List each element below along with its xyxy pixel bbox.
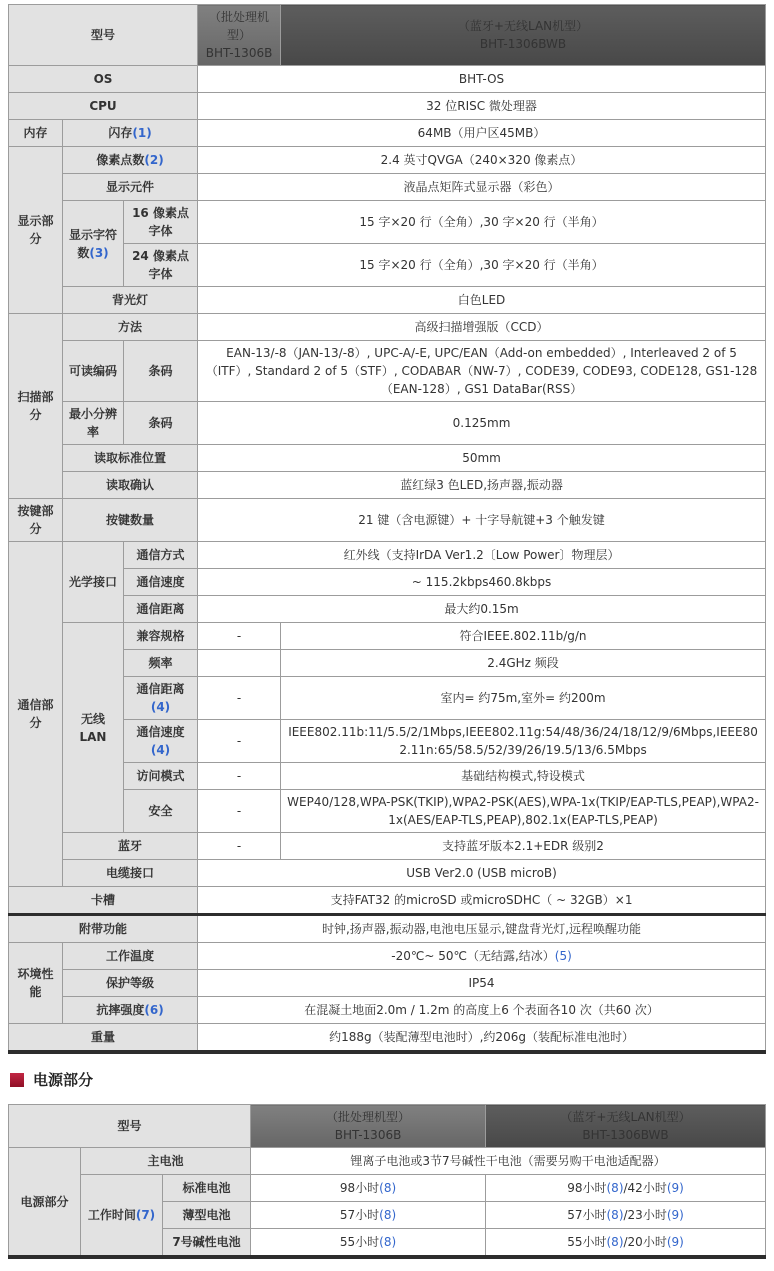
text-part: 像素点数: [96, 153, 145, 167]
row-main-battery-label: 主电池: [81, 1148, 251, 1175]
row-wlan-speed-label: [124, 720, 198, 763]
footnote-link[interactable]: (9): [666, 1235, 684, 1249]
batch-model-name: BHT-1306B: [205, 46, 273, 60]
table-row: [9, 314, 766, 341]
table-row: [9, 472, 766, 499]
row-aaa-battery-wlan: [486, 1229, 766, 1258]
row-codes-value: EAN-13/-8（JAN-13/-8）, UPC-A/-E, UPC/EAN（Add-on embedded）, Interleaved 2 of 5（ITF）, Standard 2 of 5（STF）, CODABAR（NW-7）, CODE39, CODE93, CODE128, GS1-128（EAN-128）, GS1 DataBar(RSS）: [198, 341, 766, 402]
row-wlan-spec-batch: -: [198, 623, 281, 650]
table-row: [9, 201, 766, 244]
row-weight-value: 约188g（装配薄型电池时）,约206g（装配标准电池时）: [198, 1024, 766, 1053]
power-spec-table: [8, 1104, 766, 1259]
footnote-link[interactable]: (3): [89, 245, 109, 260]
batch-model-type: （批处理机型）: [326, 1110, 411, 1124]
footnote-link[interactable]: (9): [666, 1208, 684, 1222]
row-flash-value: 64MB（用户区45MB）: [198, 120, 766, 147]
section-heading-text: 电源部分: [33, 1071, 94, 1089]
row-flash-label: [63, 120, 198, 147]
row-bluetooth-batch: -: [198, 833, 281, 860]
group-scan: 扫描部分: [9, 314, 63, 499]
row-main-battery-value: 锂离子电池或3节7号碱性干电池（需要另购干电池适配器）: [251, 1148, 766, 1175]
row-keys-value: 21 键（含电源键）+ 十字导航键+3 个触发键: [198, 499, 766, 542]
footnote-link[interactable]: (7): [135, 1208, 156, 1222]
table-row: [9, 402, 766, 445]
row-codes-label: 可读编码: [63, 341, 124, 402]
row-pixels-value: 2.4 英寸QVGA（240×320 像素点）: [198, 147, 766, 174]
row-thin-battery-batch: [251, 1202, 486, 1229]
row-display-element-label: 显示元件: [63, 174, 198, 201]
row-drop-value: 在混凝土地面2.0m / 1.2m 的高度上6 个表面各10 次（共60 次）: [198, 997, 766, 1024]
row-bluetooth-label: 蓝牙: [63, 833, 198, 860]
text-part: 抗摔强度: [96, 1003, 145, 1017]
batch-model-type: （批处理机型）: [209, 10, 270, 42]
row-read-confirm-value: 蓝红绿3 色LED,扬声器,振动器: [198, 472, 766, 499]
table-row: [9, 174, 766, 201]
table-row: [9, 66, 766, 93]
table-row: [9, 147, 766, 174]
text-part: -20℃~ 50℃（无结露,结冰）: [391, 949, 555, 963]
footnote-link[interactable]: (5): [554, 949, 572, 963]
row-backlight-label: 背光灯: [63, 287, 198, 314]
text-part: 98小时: [567, 1181, 607, 1195]
row-wlan-distance-batch: -: [198, 677, 281, 720]
table-row: [9, 997, 766, 1024]
row-wlan-freq-batch: [198, 650, 281, 677]
group-display: 显示部分: [9, 147, 63, 314]
row-read-position-value: 50mm: [198, 445, 766, 472]
model-header-label: 型号: [9, 5, 198, 66]
row-features-value: 时钟,扬声器,振动器,电池电压显示,键盘背光灯,远程唤醒功能: [198, 915, 766, 943]
row-wlan-security-label: 安全: [124, 790, 198, 833]
row-optical-speed-value: ~ 115.2kbps460.8kbps: [198, 569, 766, 596]
row-cpu-label: CPU: [9, 93, 198, 120]
power-model-header-wlan: [486, 1105, 766, 1148]
footnote-link[interactable]: (8): [379, 1208, 397, 1222]
text-part: 57小时: [567, 1208, 607, 1222]
row-resolution-label: 最小分辨率: [63, 402, 124, 445]
table-row: [9, 833, 766, 860]
row-wlan-access-label: 访问模式: [124, 763, 198, 790]
text-part: /23小时: [623, 1208, 667, 1222]
row-resolution-sublabel: 条码: [124, 402, 198, 445]
power-model-header-batch: [251, 1105, 486, 1148]
table-row: [9, 887, 766, 915]
row-aaa-battery-batch: [251, 1229, 486, 1258]
row-slot-label: 卡槽: [9, 887, 198, 915]
footnote-link[interactable]: (9): [666, 1181, 684, 1195]
footnote-link[interactable]: (2): [144, 153, 164, 167]
group-memory: 内存: [9, 120, 63, 147]
footnote-link[interactable]: (6): [144, 1003, 164, 1017]
row-weight-label: 重量: [9, 1024, 198, 1053]
row-read-position-label: 读取标准位置: [63, 445, 198, 472]
row-scan-method-label: 方法: [63, 314, 198, 341]
row-wlan-spec-value: 符合IEEE.802.11b/g/n: [281, 623, 766, 650]
table-row: [9, 287, 766, 314]
row-temp-label: 工作温度: [63, 943, 198, 970]
row-features-label: 附带功能: [9, 915, 198, 943]
row-font16-value: 15 字×20 行（全角）,30 字×20 行（半角）: [198, 201, 766, 244]
text-part: 显示字符数: [69, 227, 118, 260]
footnote-link[interactable]: (8): [606, 1181, 624, 1195]
text-part: 55小时: [567, 1235, 607, 1249]
row-optical-mode-value: 红外线（支持IrDA Ver1.2〔Low Power〕物理层）: [198, 542, 766, 569]
row-thin-battery-label: 薄型电池: [163, 1202, 251, 1229]
text-part: 工作时间: [87, 1208, 136, 1222]
table-row: [9, 970, 766, 997]
row-wlan-access-value: 基础结构模式,特设模式: [281, 763, 766, 790]
wlan-model-type: （蓝牙+无线LAN机型）: [560, 1110, 691, 1124]
text-part: 通信距离: [136, 682, 185, 696]
row-optical-distance-value: 最大约0.15m: [198, 596, 766, 623]
table-row: [9, 5, 766, 66]
main-spec-table: [8, 4, 766, 1054]
table-row: [9, 542, 766, 569]
row-wlan-security-value: WEP40/128,WPA-PSK(TKIP),WPA2-PSK(AES),WPA-1x(TKIP/EAP-TLS,PEAP),WPA2-1x(AES/EAP-TLS,PEAP),802.1x(EAP-TLS,PEAP): [281, 790, 766, 833]
wlan-model-name: BHT-1306BWB: [479, 37, 567, 51]
footnote-link[interactable]: (8): [606, 1208, 624, 1222]
row-wlan-speed-batch: -: [198, 720, 281, 763]
row-cpu-value: 32 位RISC 微处理器: [198, 93, 766, 120]
footnote-link[interactable]: (8): [606, 1235, 624, 1249]
row-display-element-value: 液晶点矩阵式显示器（彩色）: [198, 174, 766, 201]
row-wlan-speed-value: IEEE802.11b:11/5.5/2/1Mbps,IEEE802.11g:54/48/36/24/18/12/9/6Mbps,IEEE802.11n:65/58.5/52/39/26/19.5/13/6.5Mbps: [281, 720, 766, 763]
row-read-confirm-label: 读取确认: [63, 472, 198, 499]
table-row: [9, 1175, 766, 1202]
text-part: /42小时: [623, 1181, 667, 1195]
text-part: 57小时: [339, 1208, 380, 1222]
table-row: [9, 1024, 766, 1053]
model-header-batch: [198, 5, 281, 66]
row-keys-label: 按键数量: [63, 499, 198, 542]
text-part: 55小时: [339, 1235, 380, 1249]
footnote-link[interactable]: (4): [150, 700, 171, 714]
row-optical-speed-label: 通信速度: [124, 569, 198, 596]
table-row: [9, 499, 766, 542]
row-os-value: BHT-OS: [198, 66, 766, 93]
row-slot-value: 支持FAT32 的microSD 或microSDHC（ ~ 32GB）×1: [198, 887, 766, 915]
row-aaa-battery-label: 7号碱性电池: [163, 1229, 251, 1258]
group-keys: 按键部分: [9, 499, 63, 542]
row-protection-value: IP54: [198, 970, 766, 997]
row-codes-sublabel: 条码: [124, 341, 198, 402]
table-row: [9, 1148, 766, 1175]
group-display-chars: [63, 201, 124, 287]
power-model-header-label: 型号: [9, 1105, 251, 1148]
footnote-link[interactable]: (1): [132, 126, 152, 140]
row-cable-value: USB Ver2.0 (USB microB): [198, 860, 766, 887]
section-heading-power: [10, 1069, 765, 1090]
row-bluetooth-value: 支持蓝牙版本2.1+EDR 级别2: [281, 833, 766, 860]
row-wlan-distance-label: [124, 677, 198, 720]
row-standard-battery-wlan: [486, 1175, 766, 1202]
text-part: /20小时: [623, 1235, 667, 1249]
group-work-time: [81, 1175, 163, 1258]
footnote-link[interactable]: (8): [379, 1181, 397, 1195]
text-part: 98小时: [339, 1181, 380, 1195]
wlan-model-type: （蓝牙+无线LAN机型）: [457, 19, 589, 33]
batch-model-name: BHT-1306B: [334, 1128, 402, 1142]
row-scan-method-value: 高级扫描增强版（CCD）: [198, 314, 766, 341]
table-row: [9, 915, 766, 943]
model-header-wlan: [281, 5, 766, 66]
table-row: [9, 943, 766, 970]
row-font24-label: 24 像素点字体: [124, 244, 198, 287]
table-row: [9, 120, 766, 147]
footnote-link[interactable]: (8): [379, 1235, 397, 1249]
text-part: 通信速度: [136, 725, 185, 739]
row-wlan-access-batch: -: [198, 763, 281, 790]
row-protection-label: 保护等级: [63, 970, 198, 997]
text-part: 闪存: [108, 126, 133, 140]
row-cable-label: 电缆接口: [63, 860, 198, 887]
row-temp-value: [198, 943, 766, 970]
section-marker-icon: [10, 1073, 24, 1087]
row-wlan-security-batch: -: [198, 790, 281, 833]
table-row: [9, 93, 766, 120]
row-wlan-spec-label: 兼容规格: [124, 623, 198, 650]
row-standard-battery-label: 标准电池: [163, 1175, 251, 1202]
row-pixels-label: [63, 147, 198, 174]
row-font24-value: 15 字×20 行（全角）,30 字×20 行（半角）: [198, 244, 766, 287]
table-row: [9, 1105, 766, 1148]
group-env: 环境性能: [9, 943, 63, 1024]
group-power: 电源部分: [9, 1148, 81, 1258]
group-comm: 通信部分: [9, 542, 63, 887]
row-optical-distance-label: 通信距离: [124, 596, 198, 623]
row-resolution-value: 0.125mm: [198, 402, 766, 445]
row-wlan-freq-value: 2.4GHz 频段: [281, 650, 766, 677]
table-row: [9, 445, 766, 472]
row-os-label: OS: [9, 66, 198, 93]
row-wlan-distance-value: 室内= 约75m,室外= 约200m: [281, 677, 766, 720]
table-row: [9, 623, 766, 650]
row-standard-battery-batch: [251, 1175, 486, 1202]
row-backlight-value: 白色LED: [198, 287, 766, 314]
group-optical: 光学接口: [63, 542, 124, 623]
table-row: [9, 860, 766, 887]
row-font16-label: 16 像素点字体: [124, 201, 198, 244]
group-wlan: 无线LAN: [63, 623, 124, 833]
row-wlan-freq-label: 频率: [124, 650, 198, 677]
row-optical-mode-label: 通信方式: [124, 542, 198, 569]
row-thin-battery-wlan: [486, 1202, 766, 1229]
footnote-link[interactable]: (4): [150, 743, 171, 757]
wlan-model-name: BHT-1306BWB: [582, 1128, 669, 1142]
row-drop-label: [63, 997, 198, 1024]
table-row: [9, 341, 766, 402]
